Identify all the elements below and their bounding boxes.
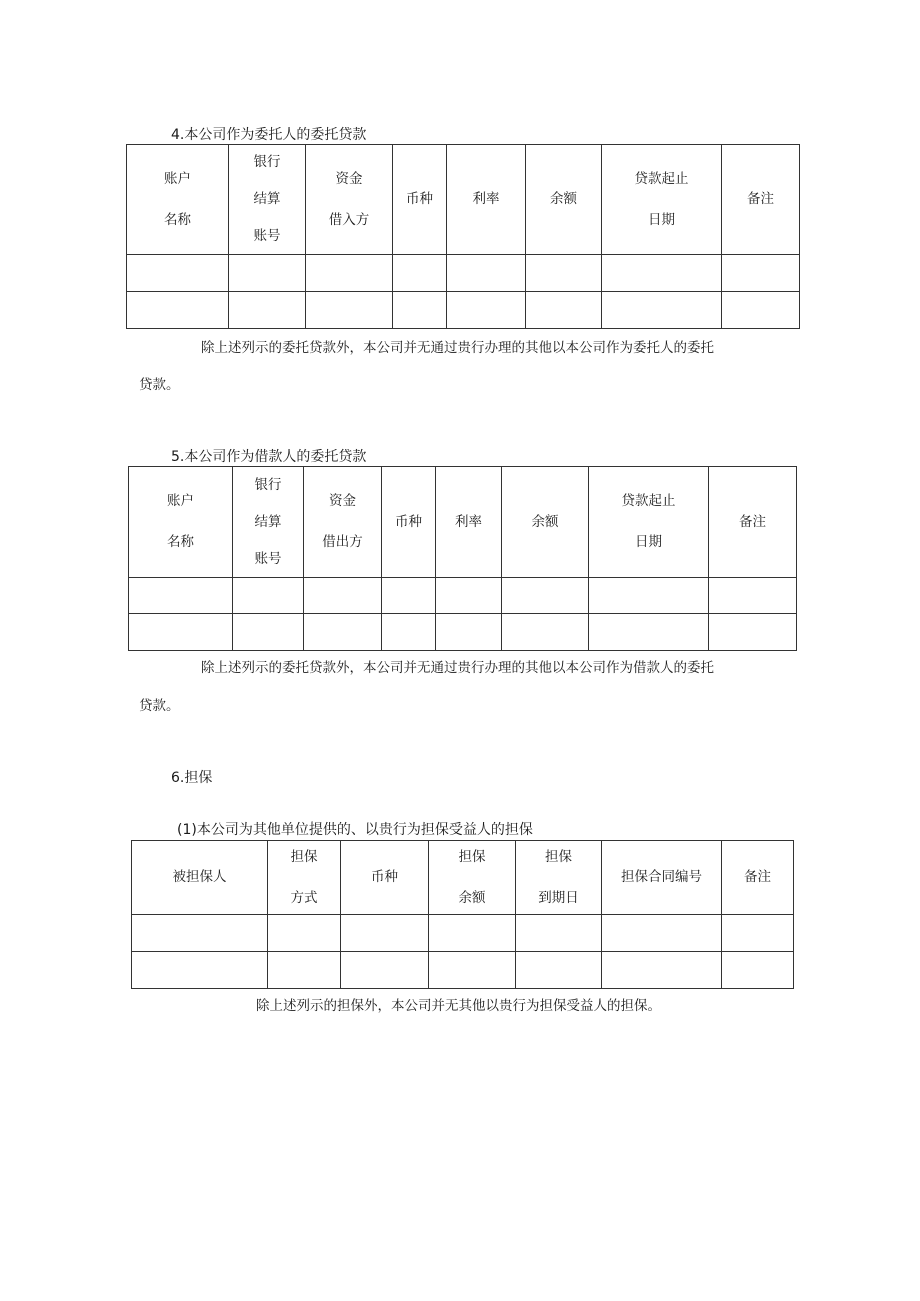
table-header-label: 借出方	[322, 534, 363, 550]
table-header-cell	[233, 467, 304, 578]
table-header-label: 备注	[739, 513, 766, 530]
table-header-label: 担保	[458, 848, 486, 865]
section-6-note: 除上述列示的担保外，本公司并无其他以贵行为担保受益人的担保。	[256, 998, 661, 1014]
table-header-cell	[127, 145, 229, 255]
table-header-label: 到期日	[538, 889, 579, 906]
table-header-label: 余额	[458, 889, 486, 906]
section-4-note-line-2: 贷款。	[139, 377, 180, 393]
section-4-title: 4.本公司作为委托人的委托贷款	[171, 127, 367, 143]
section-5-note-line-1: 除上述列示的委托贷款外，本公司并无通过贵行办理的其他以本公司作为借款人的委托	[201, 660, 714, 676]
table-header-label: 方式	[290, 889, 318, 906]
table-header-cell	[709, 467, 797, 578]
table-header-cell	[429, 841, 516, 915]
table-header-label: 担保	[545, 848, 572, 865]
table-header-label: 贷款起止	[634, 170, 689, 187]
table-row	[132, 952, 794, 989]
section-6-sub-title: (1)本公司为其他单位提供的、以贵行为担保受益人的担保	[177, 822, 533, 838]
table-header-cell	[722, 841, 794, 915]
table-header-cell	[393, 145, 447, 255]
table-header-label: 担保	[290, 848, 318, 865]
table-header-label: 银行	[253, 154, 281, 170]
table-header-label: 资金	[329, 493, 356, 509]
table-entrusted-loans-as-principal	[126, 144, 800, 329]
table-header-label: 利率	[455, 513, 482, 530]
table-header-label: 账户	[167, 493, 194, 509]
table-header-cell	[129, 467, 233, 578]
table-header-label: 余额	[550, 191, 577, 207]
table-header-cell	[722, 145, 800, 255]
table-header-label: 币种	[371, 869, 398, 885]
table-header-row	[132, 841, 794, 915]
table-header-label: 银行	[254, 476, 282, 493]
section-6-title: 6.担保	[171, 770, 213, 786]
table-header-label: 被担保人	[172, 869, 227, 885]
table-header-label: 结算	[254, 513, 282, 530]
table-header-label: 币种	[395, 513, 422, 530]
table-header-row	[127, 145, 800, 255]
table-row	[129, 578, 797, 614]
table-header-label: 名称	[164, 211, 191, 228]
table-header-cell	[602, 841, 722, 915]
table-header-row	[129, 467, 797, 578]
table-header-label: 备注	[744, 869, 771, 885]
table-row	[132, 915, 794, 952]
table-row	[127, 292, 800, 329]
table-header-cell	[447, 145, 526, 255]
table-header-cell	[602, 145, 722, 255]
table-header-label: 备注	[747, 191, 774, 207]
table-header-label: 日期	[635, 534, 662, 550]
table-header-cell	[132, 841, 268, 915]
table-header-label: 资金	[335, 170, 363, 187]
section-4-note-line-1: 除上述列示的委托贷款外，本公司并无通过贵行办理的其他以本公司作为委托人的委托	[201, 340, 714, 356]
table-entrusted-loans-as-borrower	[128, 466, 797, 651]
table-header-label: 贷款起止	[621, 493, 676, 509]
table-header-label: 名称	[167, 534, 194, 550]
table-header-label: 借入方	[328, 211, 370, 228]
table-header-cell	[229, 145, 306, 255]
section-5-note-line-2: 贷款。	[139, 698, 180, 714]
table-header-cell	[304, 467, 382, 578]
table-header-cell	[589, 467, 709, 578]
table-row	[127, 255, 800, 292]
table-header-label: 日期	[648, 211, 675, 228]
table-row	[129, 614, 797, 651]
table-header-cell	[306, 145, 393, 255]
section-5-title: 5.本公司作为借款人的委托贷款	[171, 449, 367, 465]
table-header-label: 结算	[253, 191, 281, 207]
table-header-label: 担保合同编号	[621, 869, 702, 885]
table-header-label: 账号	[254, 550, 282, 567]
table-header-cell	[436, 467, 502, 578]
table-guarantees	[131, 840, 794, 989]
table-header-cell	[502, 467, 589, 578]
table-header-label: 币种	[406, 191, 433, 207]
table-header-cell	[526, 145, 602, 255]
table-header-label: 账户	[164, 170, 191, 187]
table-header-label: 余额	[531, 513, 559, 530]
table-header-cell	[516, 841, 602, 915]
table-header-cell	[382, 467, 436, 578]
table-header-label: 利率	[472, 191, 500, 207]
table-header-label: 账号	[253, 228, 281, 244]
table-header-cell	[341, 841, 429, 915]
table-header-cell	[268, 841, 341, 915]
